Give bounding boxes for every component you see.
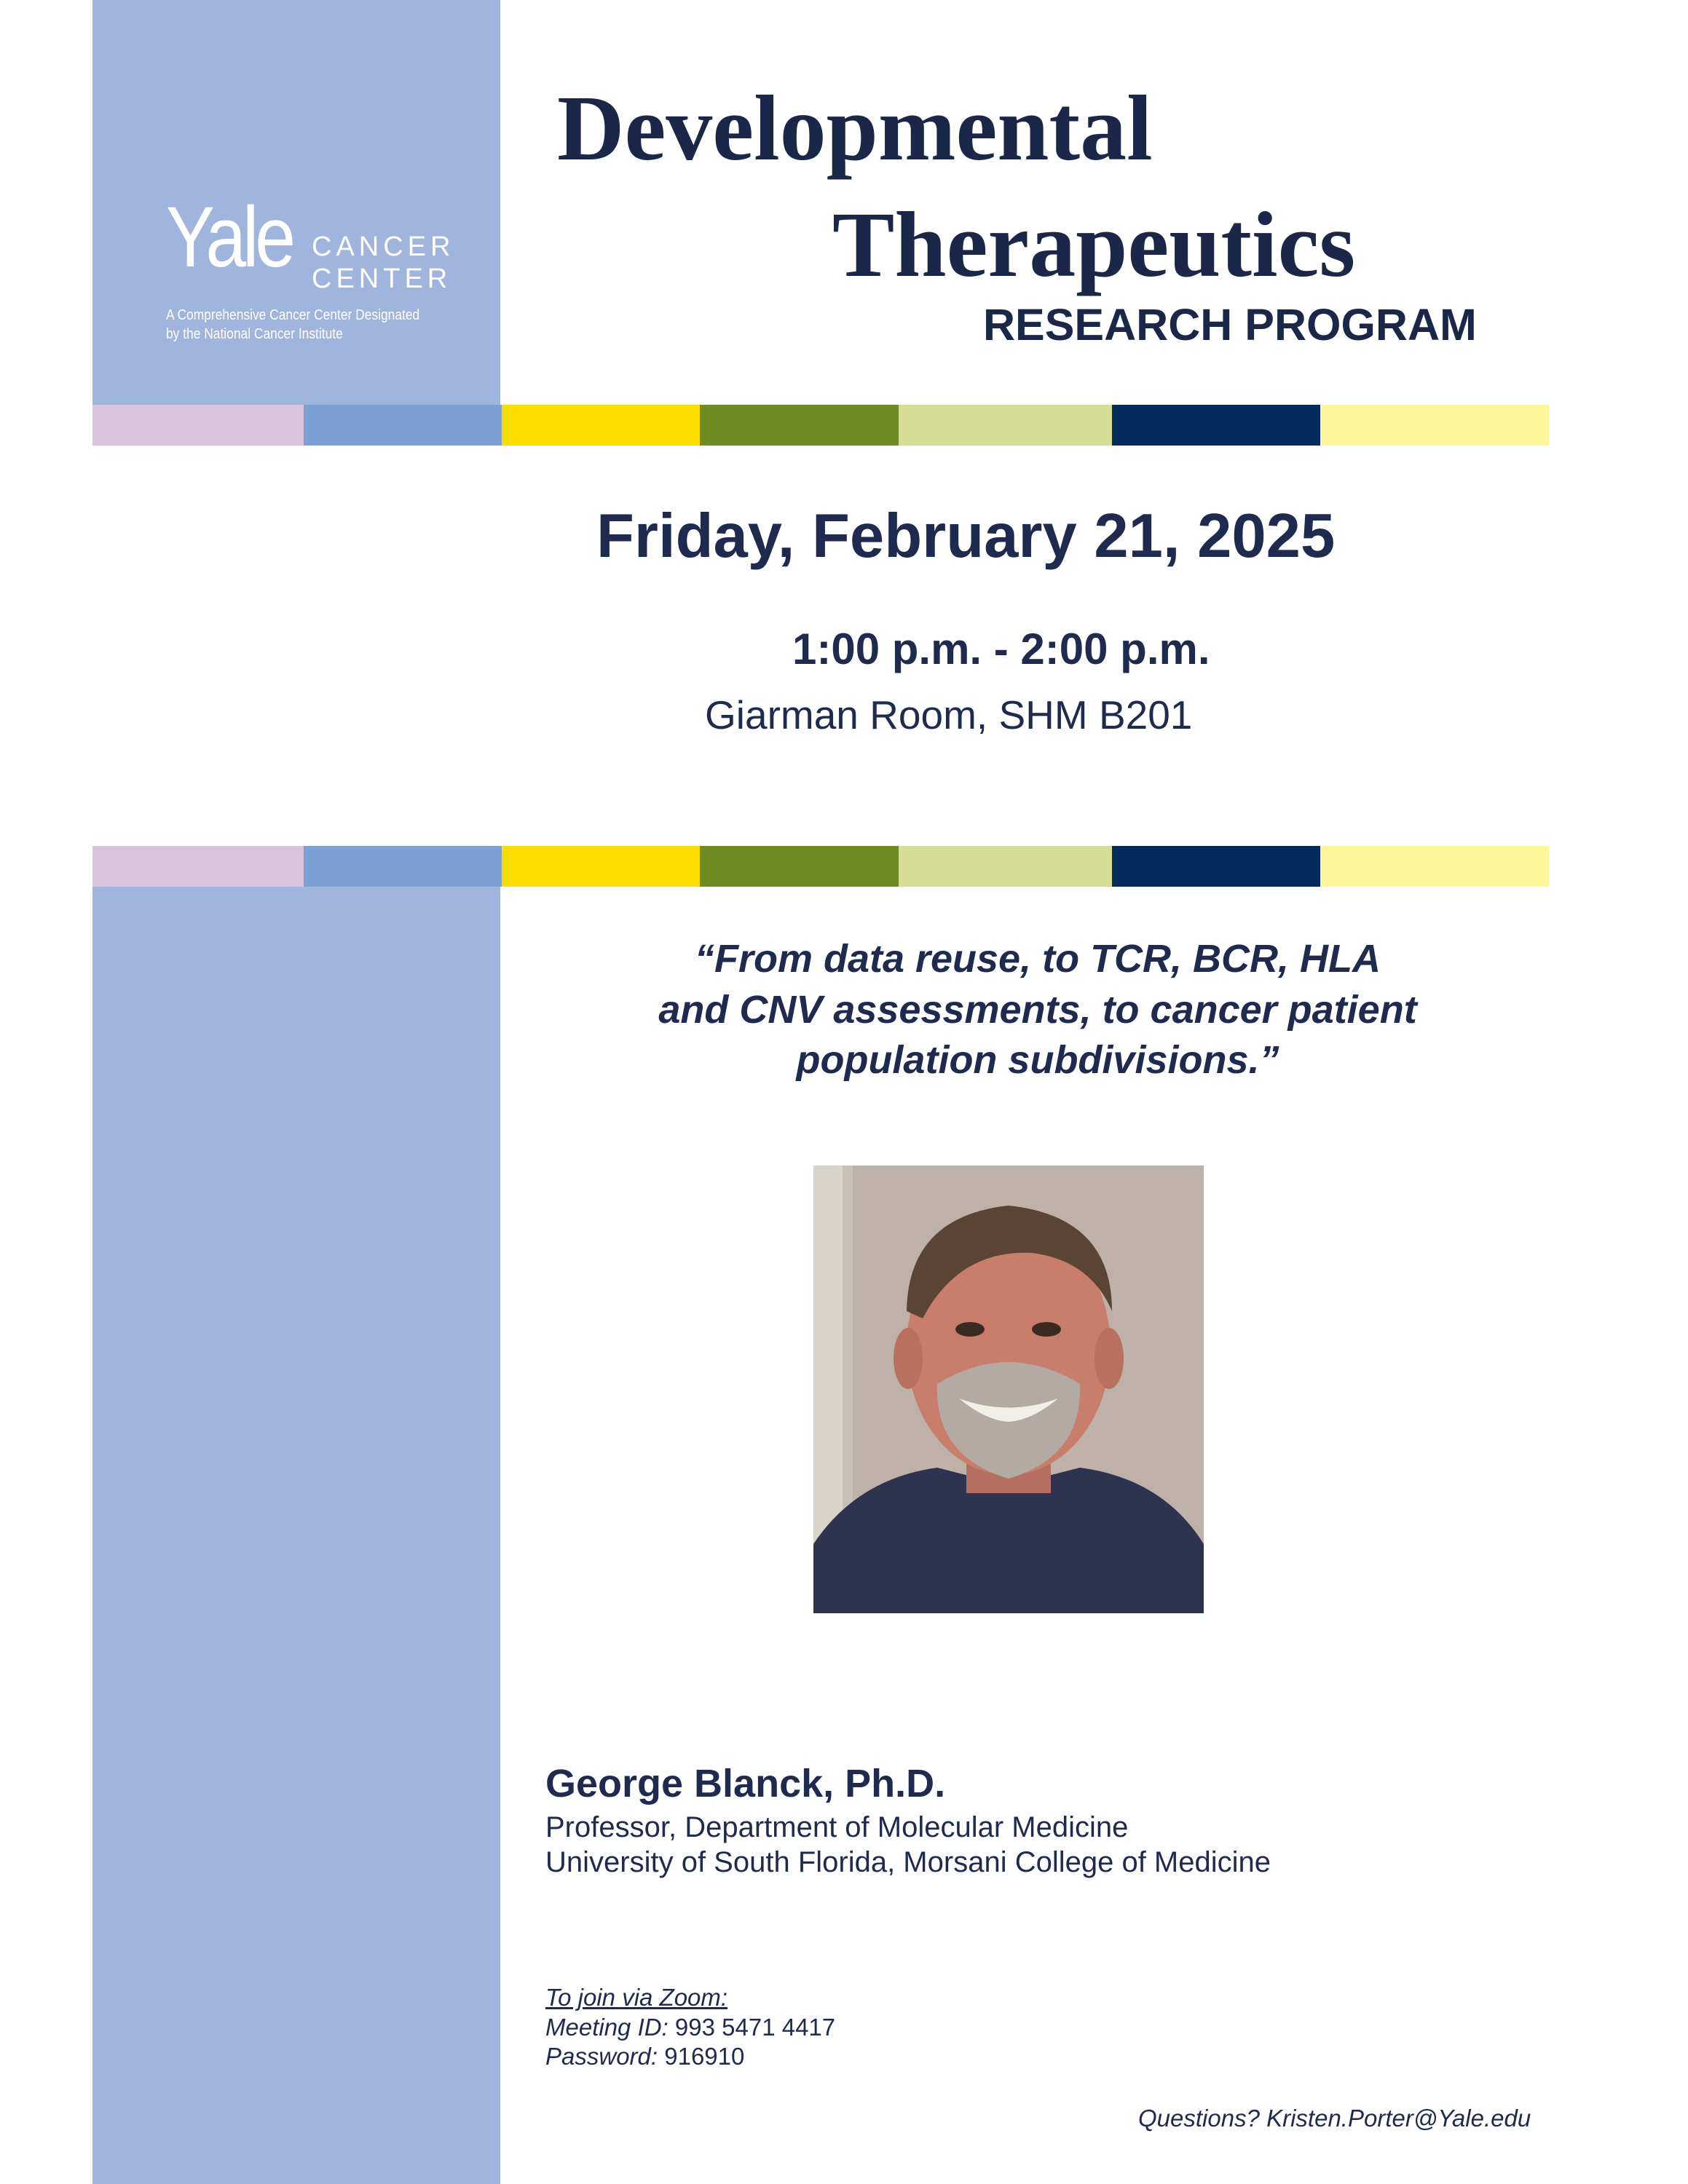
stripe-segment [92,405,304,446]
speaker-portrait-icon [813,1166,1204,1613]
zoom-password [545,2044,744,2068]
stripe-segment [92,846,304,887]
logo-tagline-2: by the National Cancer Institute [166,326,343,342]
speaker-name: George Blanck, Ph.D. [545,1762,946,1805]
zoom-meeting-id-value[interactable]: 993 5471 4417 [674,2014,836,2041]
speaker-photo[interactable] [813,1166,1204,1613]
logo-wordmark: Yale [166,189,292,285]
event-time: 1:00 p.m. - 2:00 p.m. [792,625,1210,673]
talk-title-line-2: and CNV assessments, to cancer patient [658,988,1417,1032]
zoom-meeting-id-label: Meeting ID: [545,2014,669,2041]
speaker-title: Professor, Department of Molecular Medicine [545,1811,1129,1843]
sidebar-bottom [92,885,500,2184]
zoom-password-value[interactable]: 916910 [664,2043,745,2070]
stripe-segment [1112,405,1320,446]
zoom-link[interactable]: To join via Zoom: [545,1984,728,2011]
yale-cancer-center-logo[interactable] [166,189,472,353]
stripe-segment [700,846,899,887]
stripe-segment [899,846,1112,887]
talk-title-line-3: population subdivisions.” [796,1038,1279,1082]
zoom-meeting-id [545,2015,835,2039]
stripe-segment [502,846,700,887]
zoom-password-label: Password: [545,2043,658,2070]
color-stripe-middle [92,846,1549,887]
program-title-line-2: Therapeutics [832,193,1356,296]
stripe-segment [899,405,1112,446]
stripe-segment [700,405,899,446]
logo-tagline-1: A Comprehensive Cancer Center Designated [166,307,420,323]
stripe-segment [304,846,502,887]
stripe-segment [1112,846,1320,887]
event-location: Giarman Room, SHM B201 [705,692,1193,737]
stripe-segment [1320,846,1549,887]
stripe-segment [304,405,502,446]
program-subtitle: RESEARCH PROGRAM [983,300,1477,349]
speaker-affiliation: University of South Florida, Morsani College of Medicine [545,1846,1271,1878]
color-stripe-top [92,405,1549,446]
program-title-line-1: Developmental [557,76,1153,180]
logo-line-center: CENTER [312,264,452,294]
stripe-segment [502,405,700,446]
stripe-segment [1320,405,1549,446]
logo-line-cancer: CANCER [312,232,455,262]
contact-email[interactable]: Questions? Kristen.Porter@Yale.edu [1138,2105,1531,2132]
talk-title-line-1: “From data reuse, to TCR, BCR, HLA [694,937,1381,981]
event-date: Friday, February 21, 2025 [596,502,1336,571]
